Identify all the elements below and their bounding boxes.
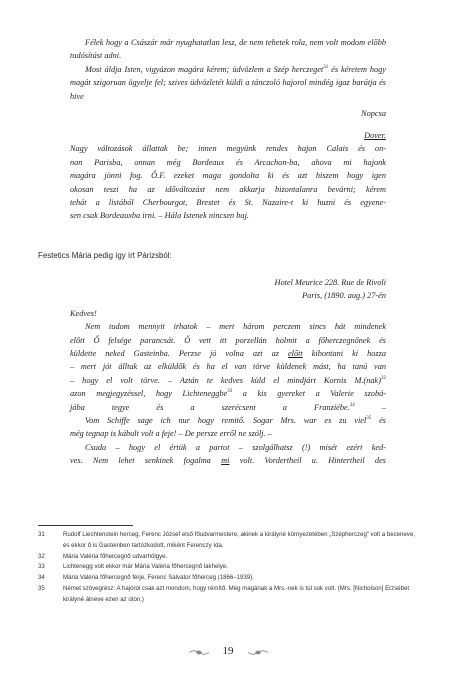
footnote-34 [38, 573, 418, 584]
letter3-line-text-cont: a kis gyereket a Valerie szobá- [232, 389, 387, 399]
footnote-number: 35 [38, 584, 45, 592]
letter1-paragraph-2 [70, 63, 386, 103]
footnote-text: Mária Valéria főhercegnő férje, Ferenc Salvator főherceg (1866–1939). [63, 574, 254, 582]
letter3-line [70, 387, 386, 400]
footnote-number: 34 [38, 574, 45, 582]
footnote-ref-35[interactable]: 35 [366, 416, 372, 422]
footnote-35 [38, 584, 418, 606]
letter3-line-text: jába tegye és a szerécsent a Franziébe. [70, 402, 350, 412]
letter2-line: sen csak Bordeauxba irni. – Hála Istenek nincsen baj. [70, 211, 249, 221]
footnote-number: 31 [38, 531, 45, 538]
footnote-ref-33[interactable]: 33 [227, 389, 233, 395]
letter2-place: Dover. [364, 131, 386, 140]
letter3-line [70, 374, 386, 387]
letter2-line: nan Parisba, onnan még Bordeaux és Arcachon-ba, ahova mi hajonk [70, 157, 386, 167]
intro-line: Festetics Mária pedig így írt Párizsból: [38, 251, 172, 260]
letter3-address-1: Hotel Meurice 228. Rue de Rivoli [274, 278, 386, 287]
letter3-greeting: Kedves! [70, 308, 97, 318]
letter3-line-text: ves. Nem lehet senkinek fogalma [70, 456, 222, 466]
letter3-line-text: – hogy el volt törve. – Aztán te kedves küld el mindjárt Kornis M.(nak) [70, 375, 381, 385]
letter3-line [70, 441, 386, 454]
footnote-text: Rudolf Liechtenstein herceg, Ferenc József első főudvarmestere, akinek a királyné környezetében „Szépherczeg” volt a beceneve, és ekkor ő is Gasteinben tartózkodott, miként Ferenczy Ida. [63, 531, 415, 549]
page-number: 19 [222, 645, 234, 657]
footnote-33 [38, 562, 418, 573]
letter3-line [70, 334, 386, 347]
footnotes [38, 530, 418, 606]
letter2-line: Nagy változások állattak be; innen megyünk rendes hajon Calais és on- [70, 144, 386, 154]
letter3-line-text: még tegnap is kábult volt a feje! – De persze erről ne szólj. – [70, 429, 272, 439]
letter3-line-text-cont: és [371, 416, 386, 426]
footnote-text: Lichtenegg volt ekkor már Mária Valéria főhercegnő lakhelye. [63, 563, 228, 571]
letter3-line [70, 427, 386, 440]
letter3-line [70, 454, 386, 467]
footnote-number: 33 [38, 563, 45, 571]
letter3-line [70, 401, 386, 414]
letter1-paragraph-2-text: Most áldja Isten, vigyázon magára kérem; üdvözlem a Szép herczeget [85, 64, 324, 74]
footnote-number: 32 [38, 552, 45, 560]
footnote-ref-32[interactable]: 32 [381, 376, 386, 382]
right-ornament-icon [247, 648, 269, 657]
letter3-line-text: küldette neked Gasteinba. Perzse jó volna azt az [70, 349, 288, 359]
footnote-text: Mária Valéria főhercegnő udvarhölgye. [63, 552, 168, 560]
letter3-line-text: Vom Schiffe sage ich nur hogy remitő. Sogar Mrs. war es zu viel [85, 416, 367, 426]
letter3-address-2: Paris, (1890. aug.) 27-én [302, 291, 386, 301]
left-ornament-icon [188, 648, 210, 657]
letter3-line-text-cont: – [354, 402, 386, 412]
footnote-32 [38, 552, 418, 563]
footnote-31 [38, 530, 418, 552]
letter3-line-text: előtt Ő felsége parancsát. Ő vett itt porzellán holmit a főherczegnőnek és [70, 335, 386, 345]
letter1-paragraph-1: Félek hogy a Császár már nyughatatlan lesz, de nem tehetek rola, nem volt modom előbb tudósítást adni. [70, 38, 386, 61]
footnote-divider [38, 525, 133, 526]
letter-block-2 [70, 129, 386, 223]
footnote-text: Német szövegrész: A hajóról csak azt mondom, hogy rémítő. Még magának a Mrs.-nek is túl sok volt. (Mrs. [Nicholson] Erzsébet királyné álneve ezen az úton.) [63, 584, 410, 603]
letter1-paragraph-2-rest: és kéretem hogy magát szigoruan ügyelje fel; szives üdvözletét küldi a tánczoló hajorol mindég igaz barátja és hive [70, 64, 386, 101]
letter3-line-text-cont: volt. Vordertheil u. Hintertheil des [229, 456, 386, 466]
letter3-line-text: Csuda – hogy el értük a partot – szolgálhatsz (!) misét ezért ked- [85, 442, 386, 452]
letter3-body [70, 320, 386, 467]
letter-block-1 [70, 36, 386, 120]
letter1-signature: Nopcsa [361, 109, 386, 119]
letter3-line-text-cont: kibontani ki hozza [302, 349, 386, 359]
letter3-line [70, 347, 386, 360]
letter2-line: okosan teszi ha az időváltozást nem akkarja bizontalanra bevárni; kérem [70, 184, 386, 194]
letter2-line: magára jönni fog. Ő.F. ezeket maga gondolta ki és azt hiszem hogy igen [70, 171, 386, 181]
letter3-line-text: Nem tudom mennyit irhatok – mert három perczem sincs hát mindenek [85, 322, 386, 332]
footnote-ref-34[interactable]: 34 [349, 402, 355, 408]
letter3-line [70, 320, 386, 333]
letter3-line-text: azon megjegyzéssel, hogy Lichteneggbe [70, 389, 228, 399]
letter3-underlined-word: mi [221, 456, 230, 466]
letter3-line [70, 360, 386, 373]
footnote-ref-31[interactable]: 31 [323, 65, 329, 71]
letter-block-3 [70, 276, 386, 468]
letter3-line-text: – mert jót álltak az elküldők és ha el van törve küldenek mást, ha tanú van [70, 362, 386, 372]
letter2-body [70, 142, 386, 222]
letter3-underlined-word: előtt [287, 349, 303, 359]
letter2-line: tehát a listából Cherbourgot, Brestet és St. Nazaire-t ki huzni és egyene- [70, 198, 386, 208]
letter3-line [70, 414, 386, 427]
